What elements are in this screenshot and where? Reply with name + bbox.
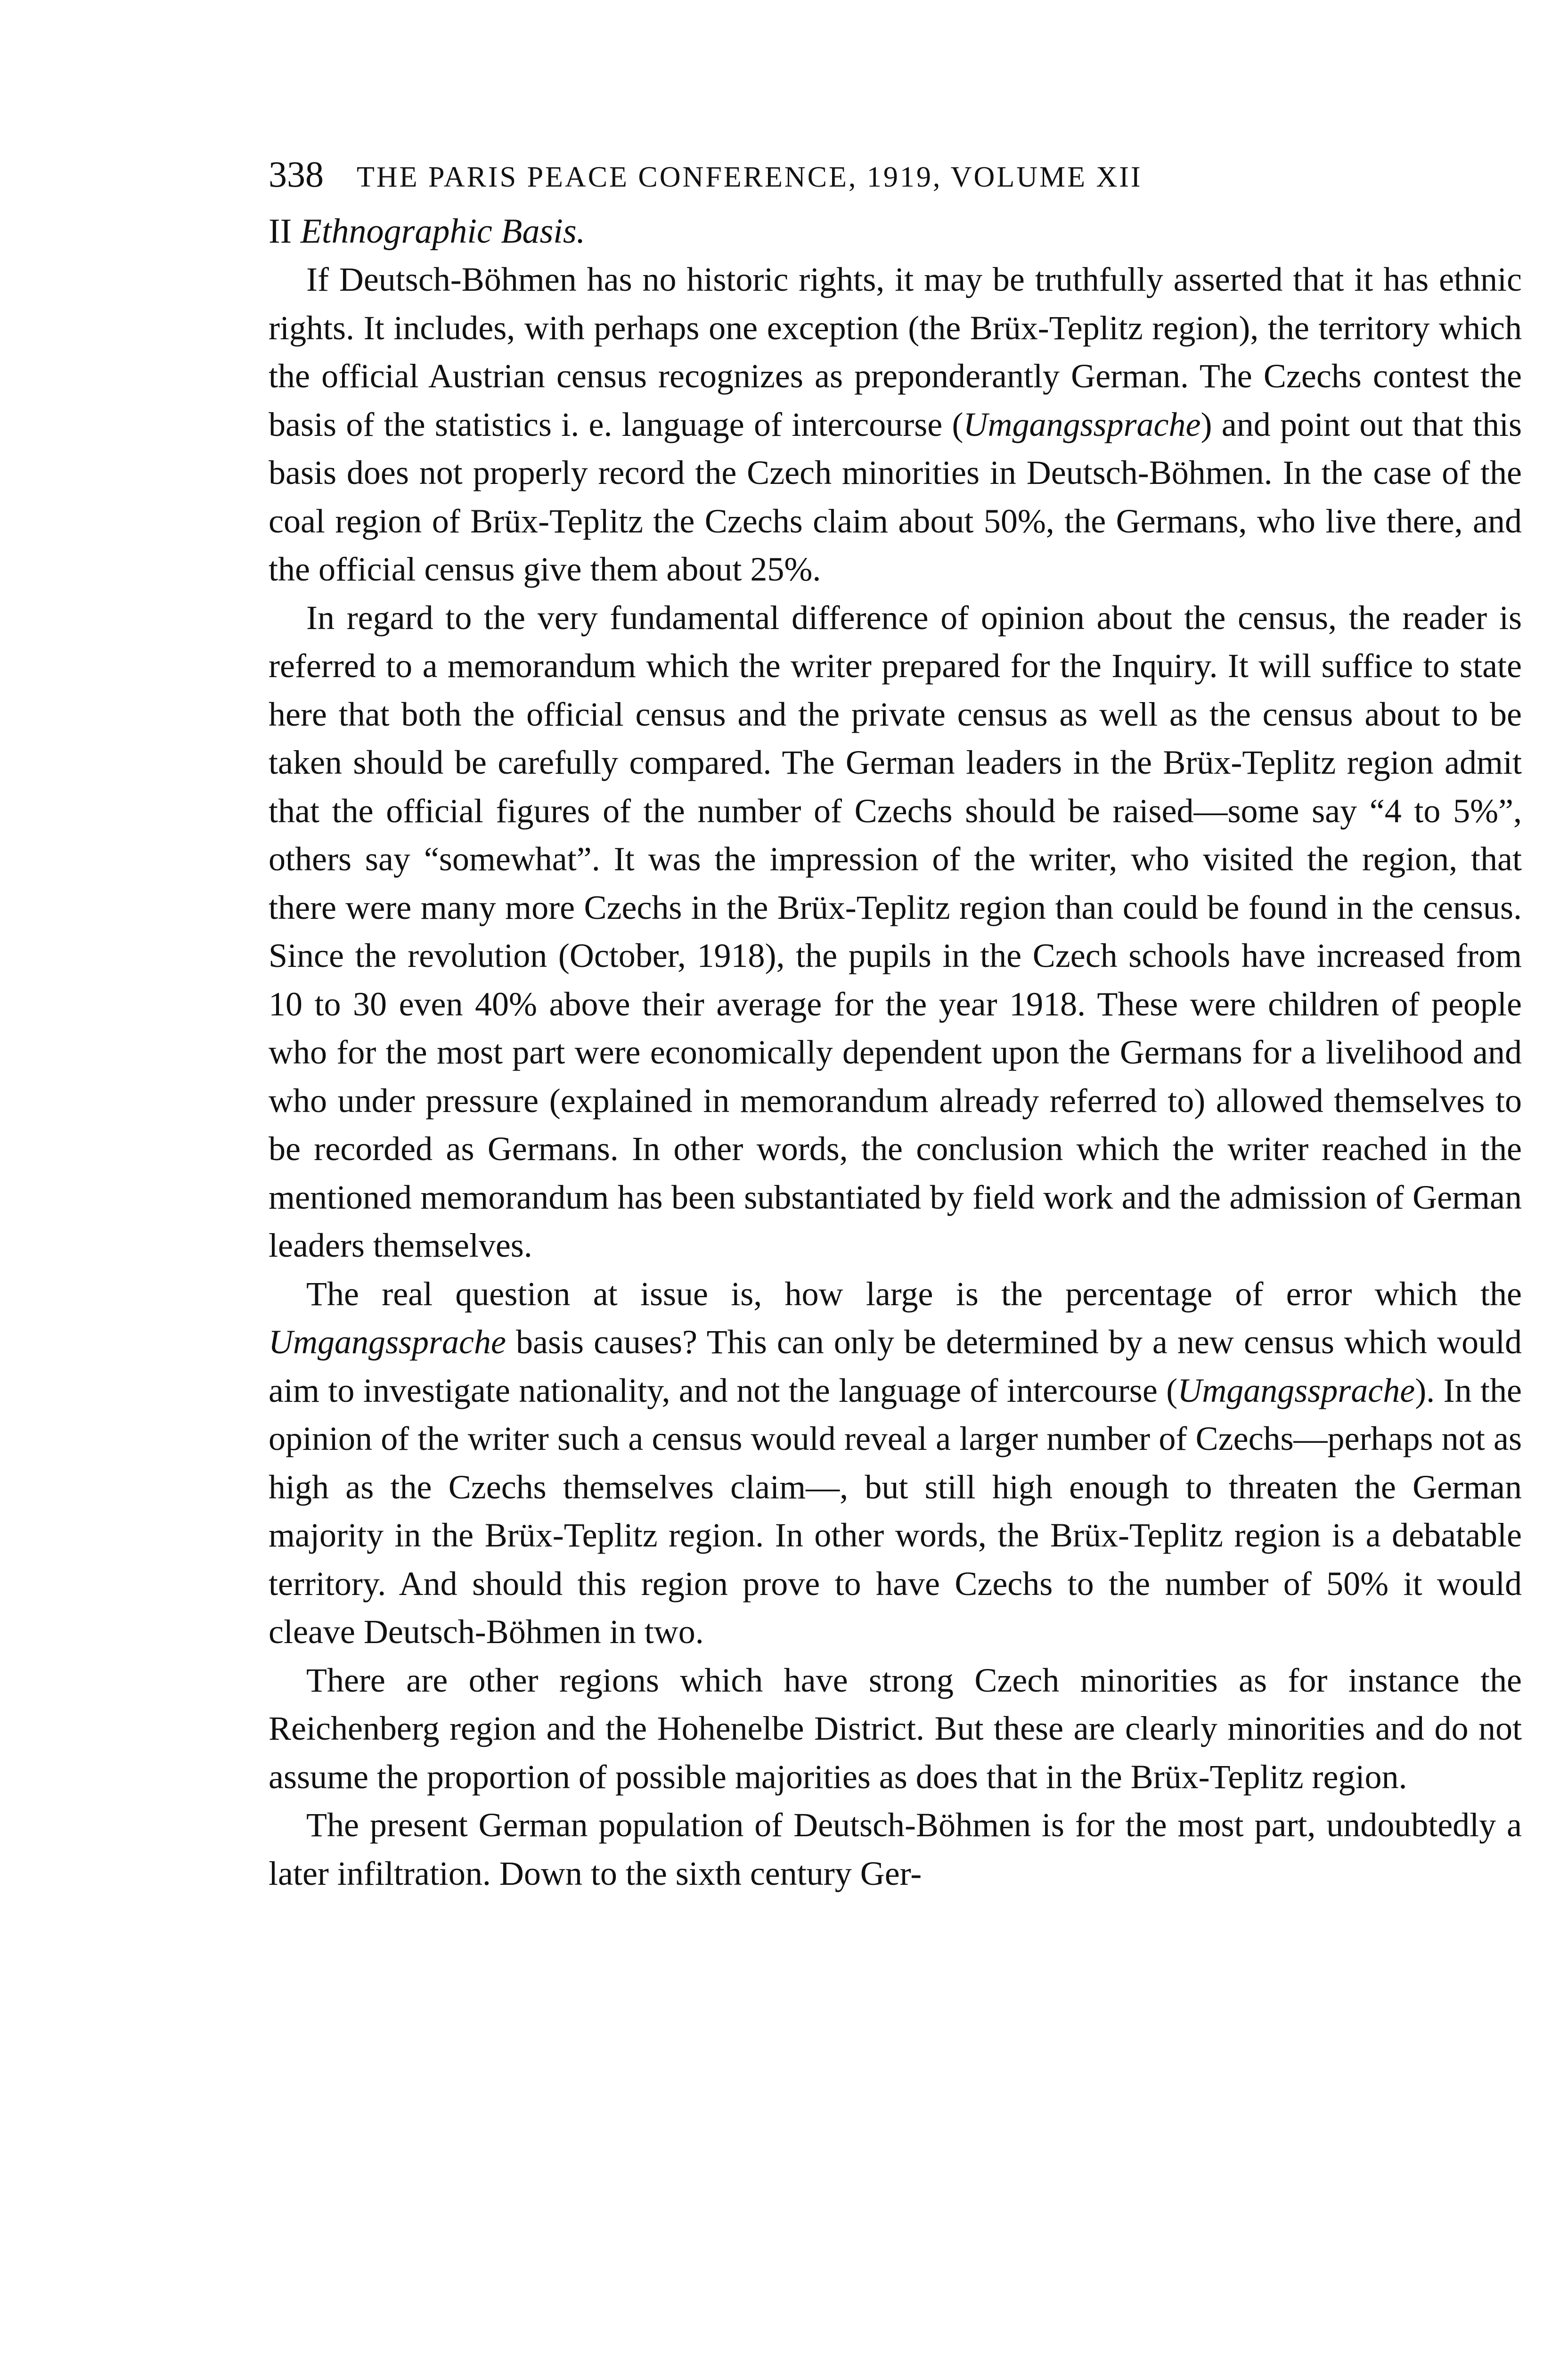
text-segment: ) and point out that this basis does not properly record the Czech minorities in Deutsch-Böhmen. In the case of the coal region of Brüx-Teplitz the Czechs claim about 50%, the Germans, who live there, and the official census give them about 25%. xyxy=(269,405,1522,588)
paragraph-real-question xyxy=(269,1270,1522,1656)
section-numeral: II xyxy=(269,212,292,251)
italic-term: Umgangssprache xyxy=(1177,1371,1415,1409)
section-heading xyxy=(269,207,1522,255)
body-text xyxy=(269,255,1522,1898)
paragraph-present-population xyxy=(269,1801,1522,1898)
paragraph-census-difference xyxy=(269,594,1522,1270)
italic-term: Umgangssprache xyxy=(269,1323,506,1361)
section-title: Ethnographic Basis. xyxy=(300,212,586,251)
paragraph-ethnic-rights xyxy=(269,255,1522,594)
document-page xyxy=(269,155,1522,1898)
text-segment: There are other regions which have strong Czech minorities as for instance the Reichenberg region and the Hohenelbe District. But these are clearly minorities and do not assume the proportion of possible majorities as does that in the Brüx-Teplitz region. xyxy=(269,1661,1522,1796)
page-number: 338 xyxy=(269,154,324,195)
paragraph-other-regions xyxy=(269,1656,1522,1801)
running-title: THE PARIS PEACE CONFERENCE, 1919, VOLUME XII xyxy=(357,161,1143,193)
text-segment: If Deutsch-Böhmen has no historic rights, it may be truthfully asserted that it has ethnic rights. It includes, with perhaps one exception (the Brüx-Teplitz region), the territory which the official Austrian census recognizes as preponderantly German. The Czechs contest the basis of the statistics i. e. language of intercourse ( xyxy=(269,261,1522,443)
text-segment: ). In the opinion of the writer such a census would reveal a larger number of Czechs—perhaps not as high as the Czechs themselves claim—, but still high enough to threaten the German majority in the Brüx-Teplitz region. In other words, the Brüx-Teplitz region is a debatable territory. And should this region prove to have Czechs to the number of 50% it would cleave Deutsch-Böhmen in two. xyxy=(269,1371,1522,1651)
running-header xyxy=(269,155,1522,193)
text-segment: basis causes? This can only be determined by a new census which would aim to investigate nationality, and not the language of intercourse ( xyxy=(269,1323,1522,1409)
italic-term: Umgangssprache xyxy=(963,405,1201,443)
text-segment: The real question at issue is, how large is the percentage of error which the xyxy=(306,1275,1522,1313)
text-segment: The present German population of Deutsch-Böhmen is for the most part, undoubtedly a later infiltration. Down to the sixth century Ger- xyxy=(269,1806,1522,1892)
text-segment: In regard to the very fundamental difference of opinion about the census, the reader is referred to a memorandum which the writer prepared for the Inquiry. It will suffice to state here that both the official census and the private census as well as the census about to be taken should be carefully compared. The German leaders in the Brüx-Teplitz region admit that the official figures of the number of Czechs should be raised—some say “4 to 5%”, others say “somewhat”. It was the impression of the writer, who visited the region, that there were many more Czechs in the Brüx-Teplitz region than could be found in the census. Since the revolution (October, 1918), the pupils in the Czech schools have increased from 10 to 30 even 40% above their average for the year 1918. These were children of people who for the most part were economically dependent upon the Germans for a livelihood and who under pressure (explained in memorandum already referred to) allowed themselves to be recorded as Germans. In other words, the conclusion which the writer reached in the mentioned memorandum has been substantiated by field work and the admission of German leaders themselves. xyxy=(269,598,1522,1264)
